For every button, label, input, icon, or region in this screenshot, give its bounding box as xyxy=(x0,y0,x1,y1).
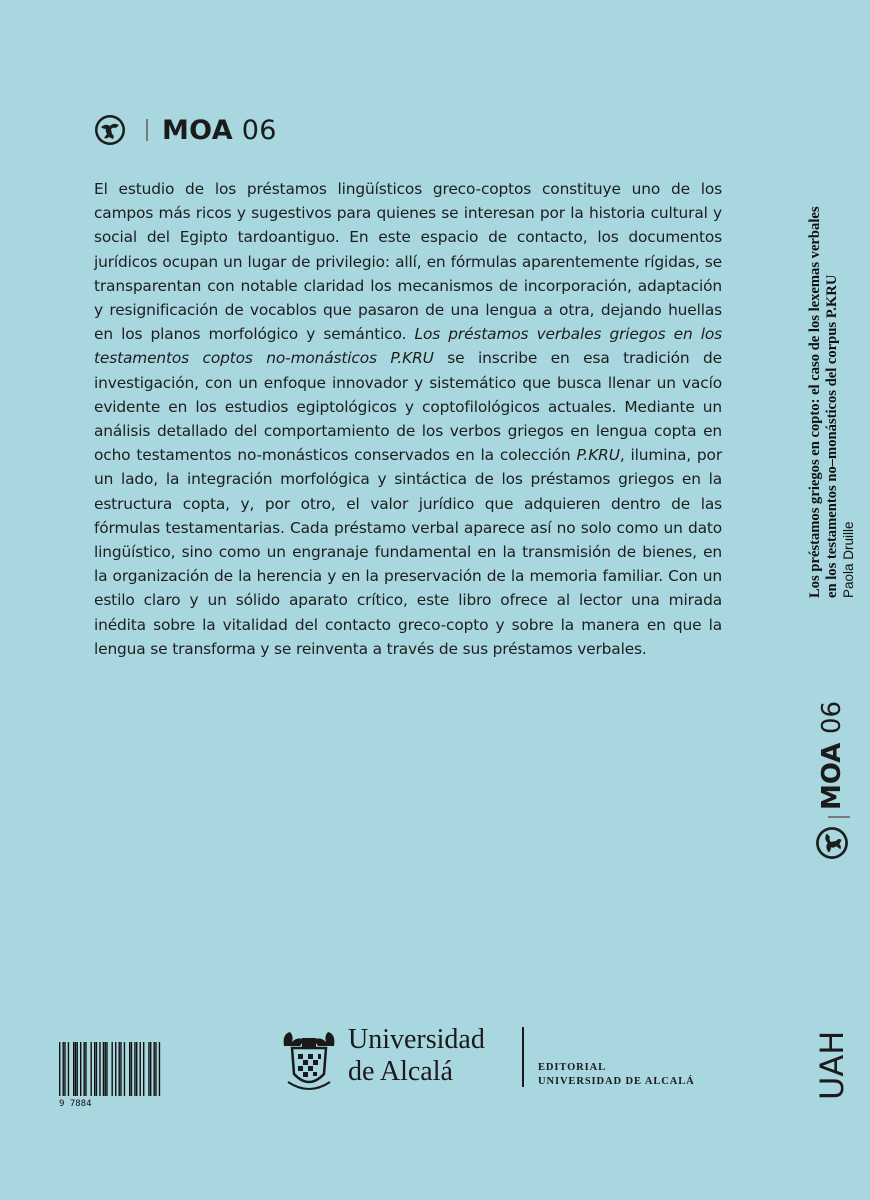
publisher-name: EDITORIAL UNIVERSIDAD DE ALCALÁ xyxy=(538,1062,695,1087)
barcode xyxy=(57,1040,163,1110)
spine-title xyxy=(807,93,867,598)
collection-name-italic: P.KRU xyxy=(576,446,620,465)
barcode-bar xyxy=(143,1042,144,1096)
barcode-bar xyxy=(150,1042,151,1096)
barcode-bar xyxy=(115,1042,116,1096)
barcode-bar xyxy=(64,1042,65,1096)
back-cover-blurb: El estudio de los préstamos lingüísticos greco-coptos constituye uno de los campos más ricos y sugestivos para quienes se interesan por la historia cultural y social del Egipto tardoantiguo. En este espacio de contacto, los documentos jurídicos ocupan un lugar de privilegio: allí, en fórmulas aparentemente rígidas, se transparentan con notable claridad los mecanismos de incorporación, adaptación y resignificación de vocablos que pasaron de una lengua a otra, dejando huellas en los planos morfológico y semántico. Los préstamos verbales griegos en los testamentos coptos no-monásticos P.KRU se inscribe en esa tradición de investigación, con un enfoque innovador y sistemático que busca llenar un vacío evidente en los estudios egiptológicos y coptofilológicos actuales. Mediante un análisis detallado del comportamiento de los verbos griegos en lengua copta en ocho testamentos no-monásticos conservados en la colección P.KRU, ilumina, por un lado, la integración morfológica y sintáctica de los préstamos griegos en la estructura copta, y, por otro, el valor jurídico que adquieren dentro de las fórmulas testamentarias. Cada préstamo verbal aparece así no solo como un dato lingüístico, sino como un engranaje fundamental en la transmisión de bienes, en la organización de la herencia y en la preservación de la memoria familiar. Con un estilo claro y un sólido aparato crítico, este libro ofrece al lector una mirada inédita sobre la vitalidad del contacto greco-copto y sobre la manera en que la lengua se transforma y se reinventa a través de sus préstamos verbales. xyxy=(94,180,723,658)
barcode-bar xyxy=(68,1042,69,1096)
spine-title-line-2: en los testamentos no–monásticos del corpus P.KRU xyxy=(824,274,840,598)
barcode-bar xyxy=(112,1042,113,1096)
barcode-bar xyxy=(75,1042,76,1096)
barcode-bar xyxy=(159,1042,160,1096)
barcode-bar xyxy=(120,1042,121,1096)
barcode-bar xyxy=(129,1042,130,1096)
book-title-italic: Los préstamos verbales griegos en los testamentos coptos no-monásticos P.KRU xyxy=(94,325,723,368)
spine-title-line-1: Los préstamos griegos en copto: el caso de los lexemas verbales xyxy=(807,206,823,598)
barcode-bar xyxy=(136,1042,137,1096)
barcode-digits: 9 7884 xyxy=(59,1099,92,1109)
barcode-bar xyxy=(148,1042,149,1096)
spine-series-title: MOA 06 xyxy=(817,701,847,810)
barcode-bar xyxy=(99,1042,100,1096)
series-header xyxy=(94,110,277,150)
spine-emblem-icon xyxy=(815,826,849,860)
barcode-bar xyxy=(63,1042,64,1096)
barcode-bar xyxy=(106,1042,107,1096)
winged-figure-emblem-icon xyxy=(94,114,126,146)
barcode-bar xyxy=(59,1042,60,1096)
barcode-bar xyxy=(131,1042,132,1096)
university-name: Universidad de Alcalá xyxy=(348,1024,485,1087)
series-title: MOA 06 xyxy=(162,114,277,146)
barcode-bar xyxy=(85,1042,86,1096)
spine-series-divider xyxy=(828,816,850,818)
barcode-bar xyxy=(77,1042,78,1096)
barcode-bar xyxy=(84,1042,85,1096)
barcode-bar xyxy=(103,1042,104,1096)
barcode-bar xyxy=(134,1042,135,1096)
barcode-bar xyxy=(119,1042,120,1096)
barcode-bar xyxy=(155,1042,156,1096)
logo-divider xyxy=(522,1027,524,1087)
spine-author: Paola Druille xyxy=(841,521,856,598)
spine-imprint: UAH xyxy=(813,1030,851,1100)
barcode-bar xyxy=(96,1042,97,1096)
barcode-bar xyxy=(124,1042,125,1096)
series-divider xyxy=(146,119,148,141)
university-crest-icon xyxy=(278,1026,340,1094)
barcode-bar xyxy=(91,1042,92,1096)
barcode-bar xyxy=(80,1042,81,1096)
barcode-bar xyxy=(105,1042,106,1096)
barcode-bar xyxy=(154,1042,155,1096)
barcode-bar xyxy=(94,1042,95,1096)
barcode-bar xyxy=(140,1042,141,1096)
barcode-bar xyxy=(73,1042,74,1096)
